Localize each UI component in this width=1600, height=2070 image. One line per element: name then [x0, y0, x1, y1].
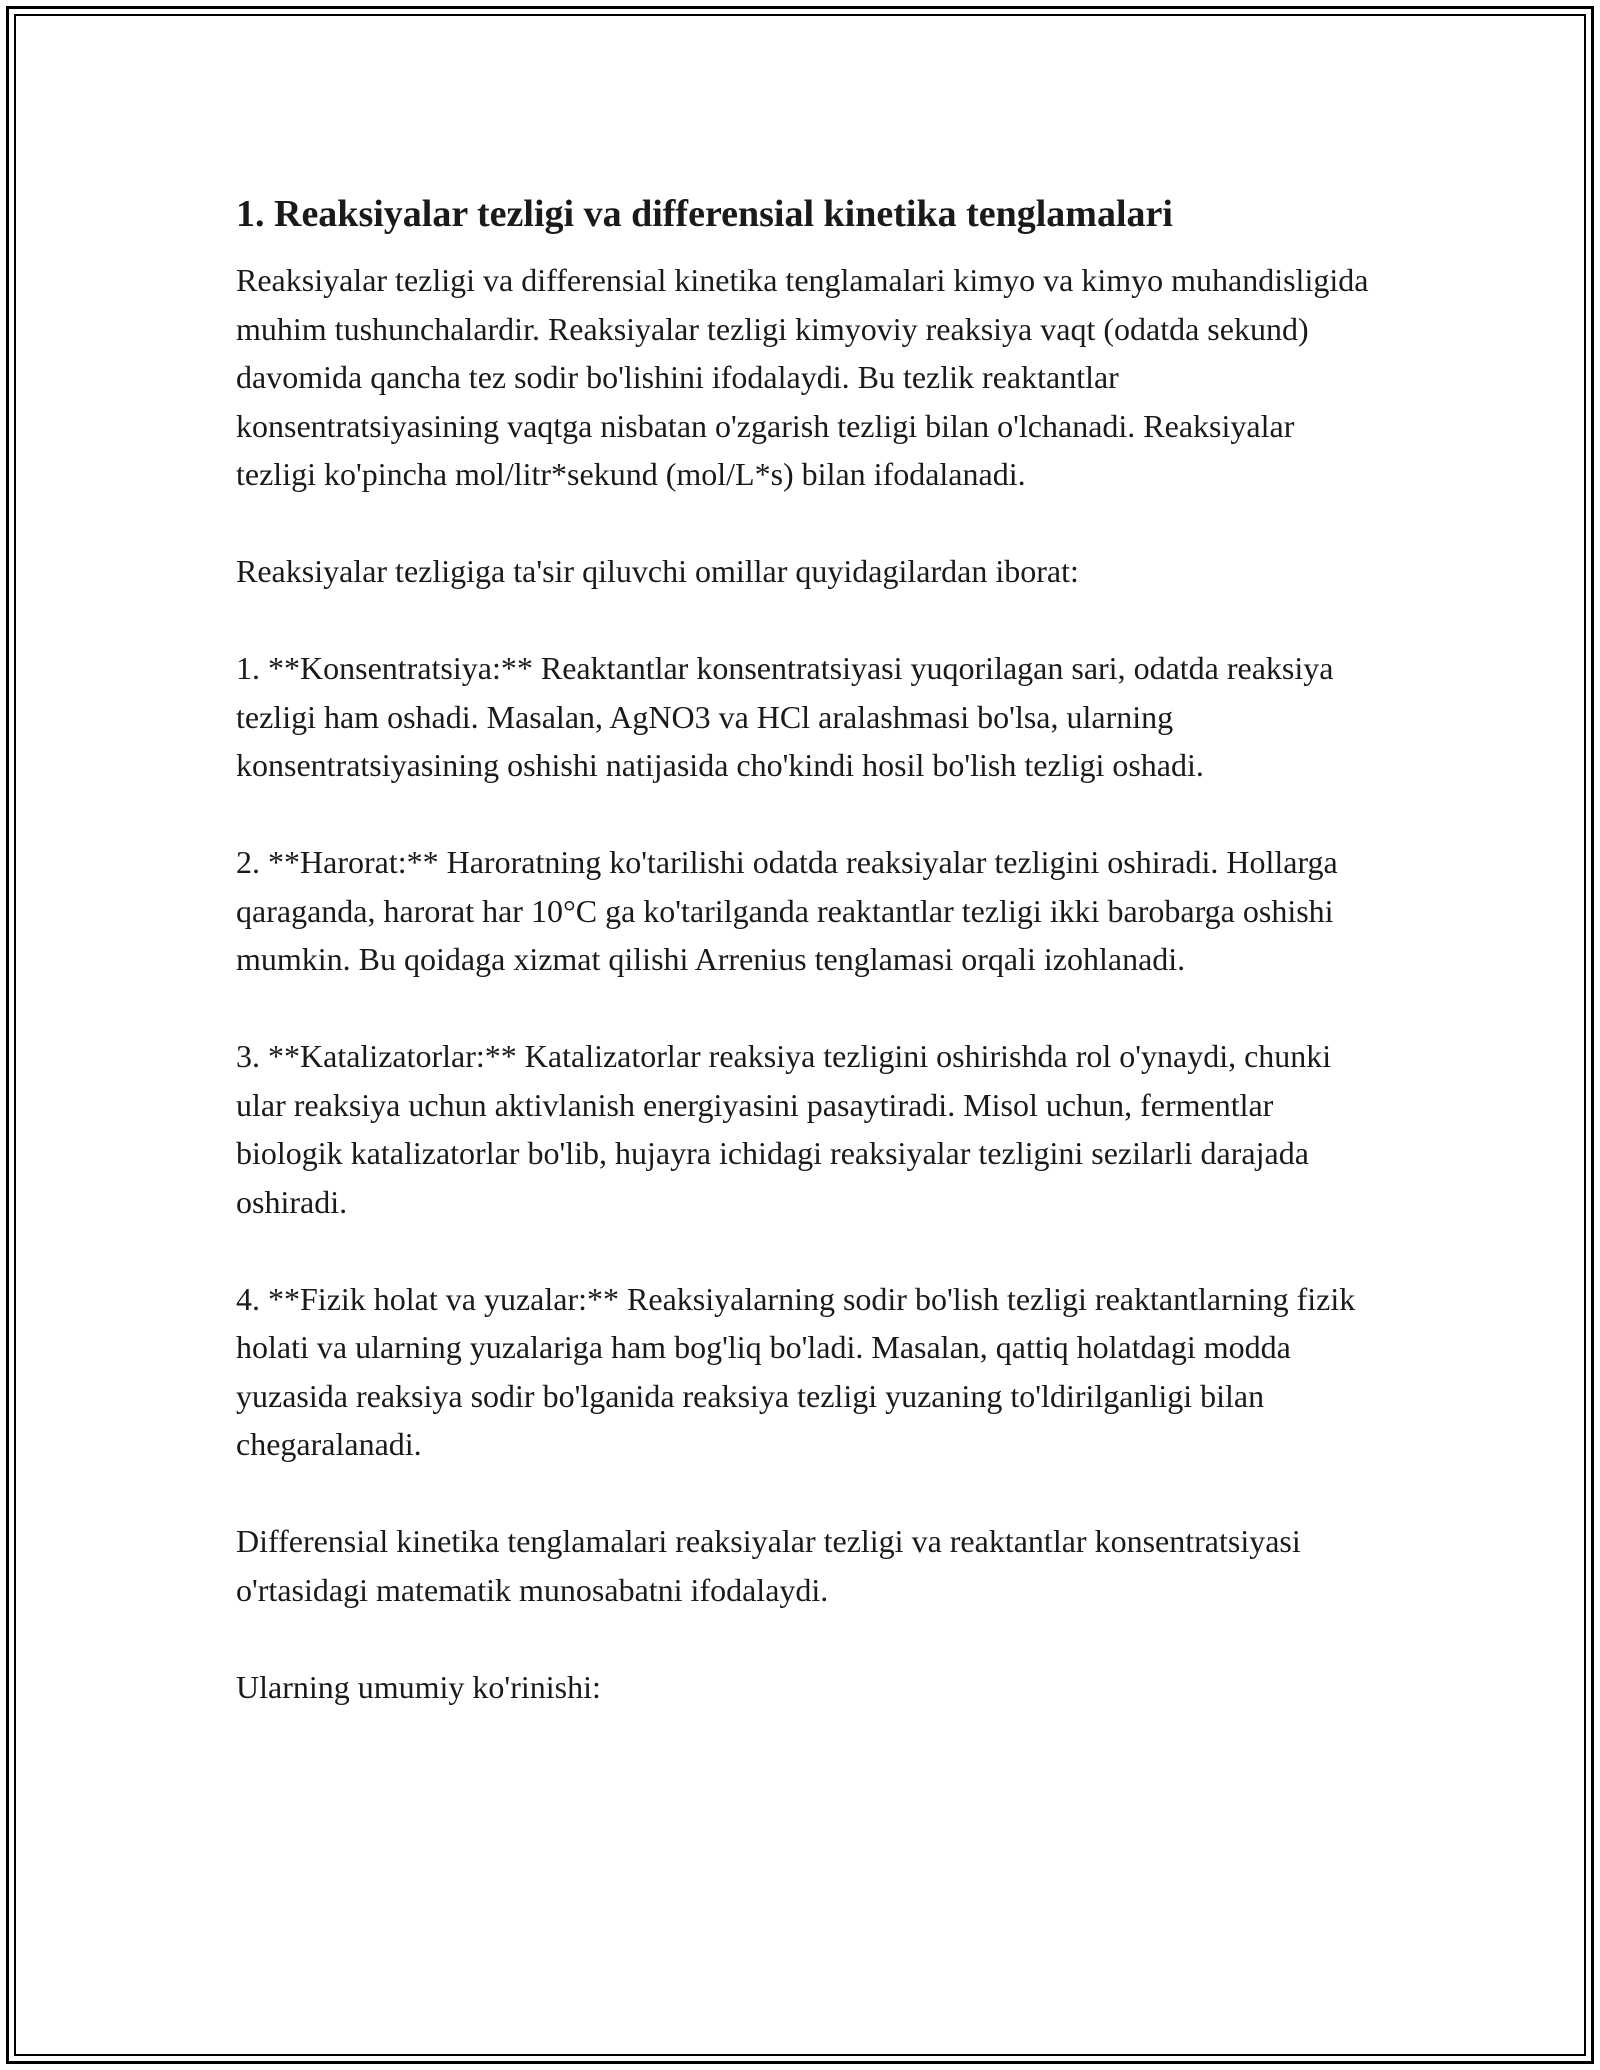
section-heading: 1. Reaksiyalar tezligi va differensial kinetika tenglamalari [236, 193, 1173, 235]
paragraph-catalysts: 3. **Katalizatorlar:** Katalizatorlar reaksiya tezligini oshirishda rol o'ynaydi, chunki ular reaksiya uchun aktivlanish energiyasini pasaytiradi. Misol uchun, fermentlar biologik katalizatorlar bo'lib, hujayra ichidagi reaksiyalar tezligini sezilarli darajada oshiradi. [236, 1038, 1332, 1220]
paragraph-temperature: 2. **Harorat:** Haroratning ko'tarilishi odatda reaksiyalar tezligini oshiradi. Hollarga qaraganda, harorat har 10°C ga ko'tarilganda reaktantlar tezligi ikki barobarga oshishi mumkin. Bu qoidaga xizmat qilishi Arrenius tenglamasi orqali izohlanadi. [236, 844, 1338, 977]
paragraph-intro: Reaksiyalar tezligi va differensial kinetika tenglamalari kimyo va kimyo muhandisligida muhim tushunchalardir. Reaksiyalar tezligi kimyoviy reaksiya vaqt (odatda sekund) davomida qancha tez sodir bo'lishini ifodalaydi. Bu tezlik reaktantlar konsentratsiyasining vaqtga nisbatan o'zgarish tezligi bilan o'lchanadi. Reaksiyalar tezligi ko'pincha mol/litr*sekund (mol/L*s) bilan ifodalanadi. [236, 262, 1369, 492]
paragraph-factors-intro: Reaksiyalar tezligiga ta'sir qiluvchi omillar quyidagilardan iborat: [236, 553, 1079, 589]
document-page [236, 190, 1376, 1711]
paragraph-general-form: Ularning umumiy ko'rinishi: [236, 1668, 601, 1705]
paragraph-differential-kinetics: Differensial kinetika tenglamalari reaksiyalar tezligi va reaktantlar konsentratsiyasi o'rtasidagi matematik munosabatni ifodalaydi. [236, 1523, 1301, 1608]
paragraph-concentration: 1. **Konsentratsiya:** Reaktantlar konsentratsiyasi yuqorilagan sari, odatda reaksiya tezligi ham oshadi. Masalan, AgNO3 va HCl aralashmasi bo'lsa, ularning konsentratsiyasining oshishi natijasida cho'kindi hosil bo'lish tezligi oshadi. [236, 650, 1334, 783]
paragraph-physical-state: 4. **Fizik holat va yuzalar:** Reaksiyalarning sodir bo'lish tezligi reaktantlarning fizik holati va ularning yuzalariga ham bog'liq bo'ladi. Masalan, qattiq holatdagi modda yuzasida reaksiya sodir bo'lganida reaksiya tezligi yuzaning to'ldirilganligi bilan chegaralanadi. [236, 1280, 1356, 1462]
